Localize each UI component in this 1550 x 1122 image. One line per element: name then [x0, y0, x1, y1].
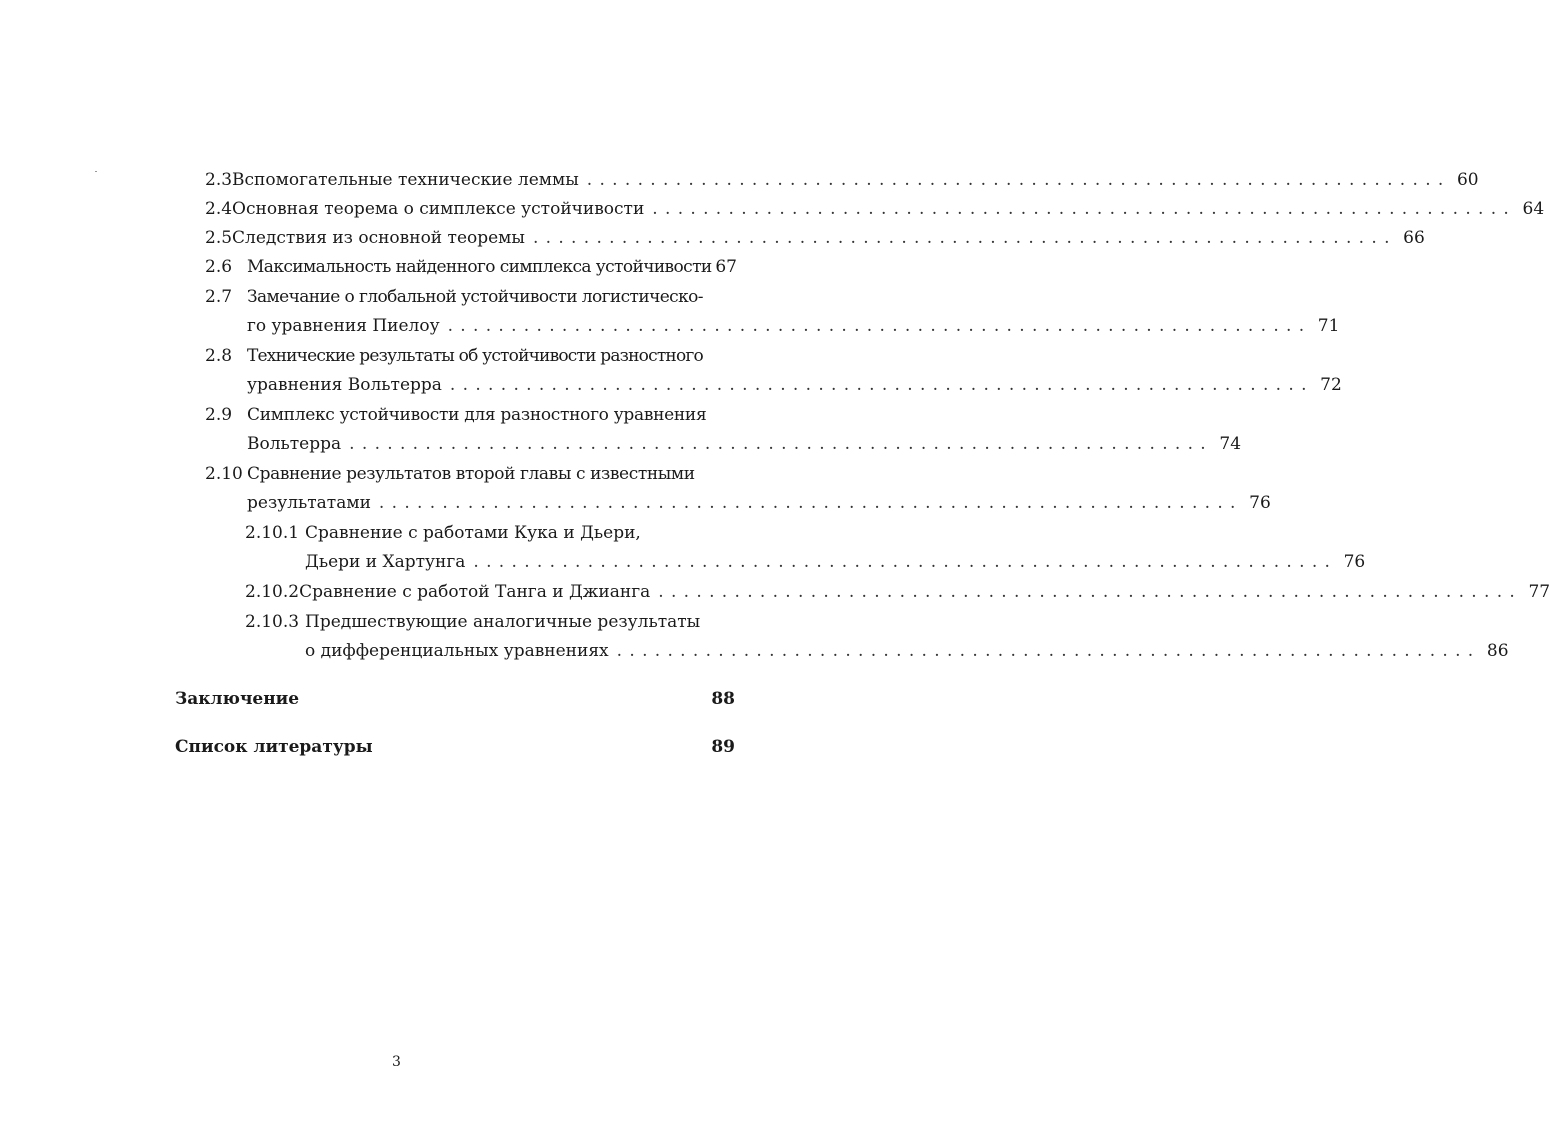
- toc-entry-2-8-line2[interactable]: [247, 375, 1342, 395]
- toc-page: 64: [1522, 199, 1545, 219]
- toc-title-line2: результатами: [247, 493, 371, 513]
- toc-entry-2-7-line2[interactable]: [247, 316, 1340, 336]
- toc-leader-dots: ....................................................................: [378, 493, 1243, 513]
- toc-title: Следствия из основной теоремы: [232, 228, 525, 248]
- toc-number: 2.7: [205, 287, 233, 307]
- toc-number: 2.8: [205, 346, 233, 366]
- toc-number: 2.5: [205, 228, 233, 248]
- toc-entry-2-10-2[interactable]: [245, 582, 1550, 602]
- toc-title-line1: Предшествующие аналогичные результаты: [305, 612, 701, 632]
- toc-page: 60: [1456, 170, 1479, 190]
- toc-entry-2-6[interactable]: [205, 257, 737, 277]
- toc-title-line2: го уравнения Пиелоу: [247, 316, 440, 336]
- toc-page: 74: [1219, 434, 1242, 454]
- toc-number: 2.10.3: [245, 612, 300, 632]
- toc-leader-dots: ....................................................................: [586, 170, 1451, 190]
- toc-page: 72: [1320, 375, 1342, 395]
- toc-title-line2: уравнения Вольтерра: [247, 375, 442, 395]
- toc-entry-2-10-line1[interactable]: [205, 464, 737, 484]
- toc-title: Максимальность найденного симплекса устойчивости: [247, 257, 712, 277]
- toc-title-line2: о дифференциальных уравнениях: [305, 641, 609, 661]
- toc-number: 2.3: [205, 170, 233, 190]
- scan-speck: [95, 171, 97, 172]
- toc-page: 67: [715, 257, 737, 277]
- toc-entry-2-4[interactable]: [205, 199, 1545, 219]
- toc-number: 2.10: [205, 464, 243, 484]
- toc-number: 2.10.1: [245, 523, 300, 543]
- toc-entry-2-5[interactable]: [205, 228, 1425, 248]
- toc-page: 76: [1249, 493, 1271, 513]
- toc-entry-2-10-1-line1[interactable]: [245, 523, 737, 543]
- toc-chapter-title: Заключение: [175, 689, 300, 709]
- toc-chapter-page: 89: [711, 737, 735, 757]
- toc-entry-2-9-line2[interactable]: [247, 434, 1242, 454]
- toc-chapter-conclusion[interactable]: [175, 689, 735, 709]
- toc-entry-2-10-1-line2[interactable]: [305, 552, 1366, 572]
- toc-entry-2-10-3-line2[interactable]: [305, 641, 1509, 661]
- toc-title-line1: Технические результаты об устойчивости разностного: [247, 346, 703, 366]
- toc-page: 66: [1403, 228, 1425, 248]
- toc-leader-dots: ....................................................................: [349, 434, 1214, 454]
- toc-number: 2.9: [205, 405, 233, 425]
- toc-entry-2-8-line1[interactable]: [205, 346, 737, 366]
- toc-title-line1: Сравнение результатов второй главы с известными: [247, 464, 695, 484]
- toc-chapter-references[interactable]: [175, 737, 735, 757]
- toc-title-line1: Симплекс устойчивости для разностного уравнения: [247, 405, 707, 425]
- toc-title: Сравнение с работой Танга и Джианга: [299, 582, 651, 602]
- toc-entry-2-3[interactable]: [205, 170, 1479, 190]
- toc-number: 2.6: [205, 257, 233, 277]
- toc-chapter-page: 88: [711, 689, 735, 709]
- toc-entry-2-10-line2[interactable]: [247, 493, 1271, 513]
- page-number: 3: [392, 1054, 401, 1070]
- toc-leader-dots: ....................................................................: [652, 199, 1517, 219]
- toc-leader-dots: ....................................................................: [658, 582, 1523, 602]
- toc-number: 2.4: [205, 199, 233, 219]
- toc-page: 76: [1343, 552, 1366, 572]
- toc-page: 77: [1528, 582, 1550, 602]
- toc-page: 71: [1317, 316, 1340, 336]
- toc-title-line1: Замечание о глобальной устойчивости логистическо-: [247, 287, 703, 307]
- toc-leader-dots: ....................................................................: [447, 316, 1312, 336]
- toc-entry-2-9-line1[interactable]: [205, 405, 737, 425]
- toc-title: Вспомогательные технические леммы: [232, 170, 579, 190]
- toc-title-line1: Сравнение с работами Кука и Дьери,: [305, 523, 641, 543]
- toc-leader-dots: ....................................................................: [473, 552, 1338, 572]
- toc-entry-2-10-3-line1[interactable]: [245, 612, 737, 632]
- toc-entry-2-7-line1[interactable]: [205, 287, 737, 307]
- toc-title-line2: Вольтерра: [247, 434, 342, 454]
- toc-title: Основная теорема о симплексе устойчивости: [232, 199, 645, 219]
- toc-leader-dots: ....................................................................: [449, 375, 1314, 395]
- toc-leader-dots: ....................................................................: [532, 228, 1397, 248]
- toc-page: 86: [1486, 641, 1509, 661]
- toc-title-line2: Дьери и Хартунга: [305, 552, 466, 572]
- toc-number: 2.10.2: [245, 582, 300, 602]
- toc-chapter-title: Список литературы: [175, 737, 373, 757]
- toc-leader-dots: ....................................................................: [616, 641, 1481, 661]
